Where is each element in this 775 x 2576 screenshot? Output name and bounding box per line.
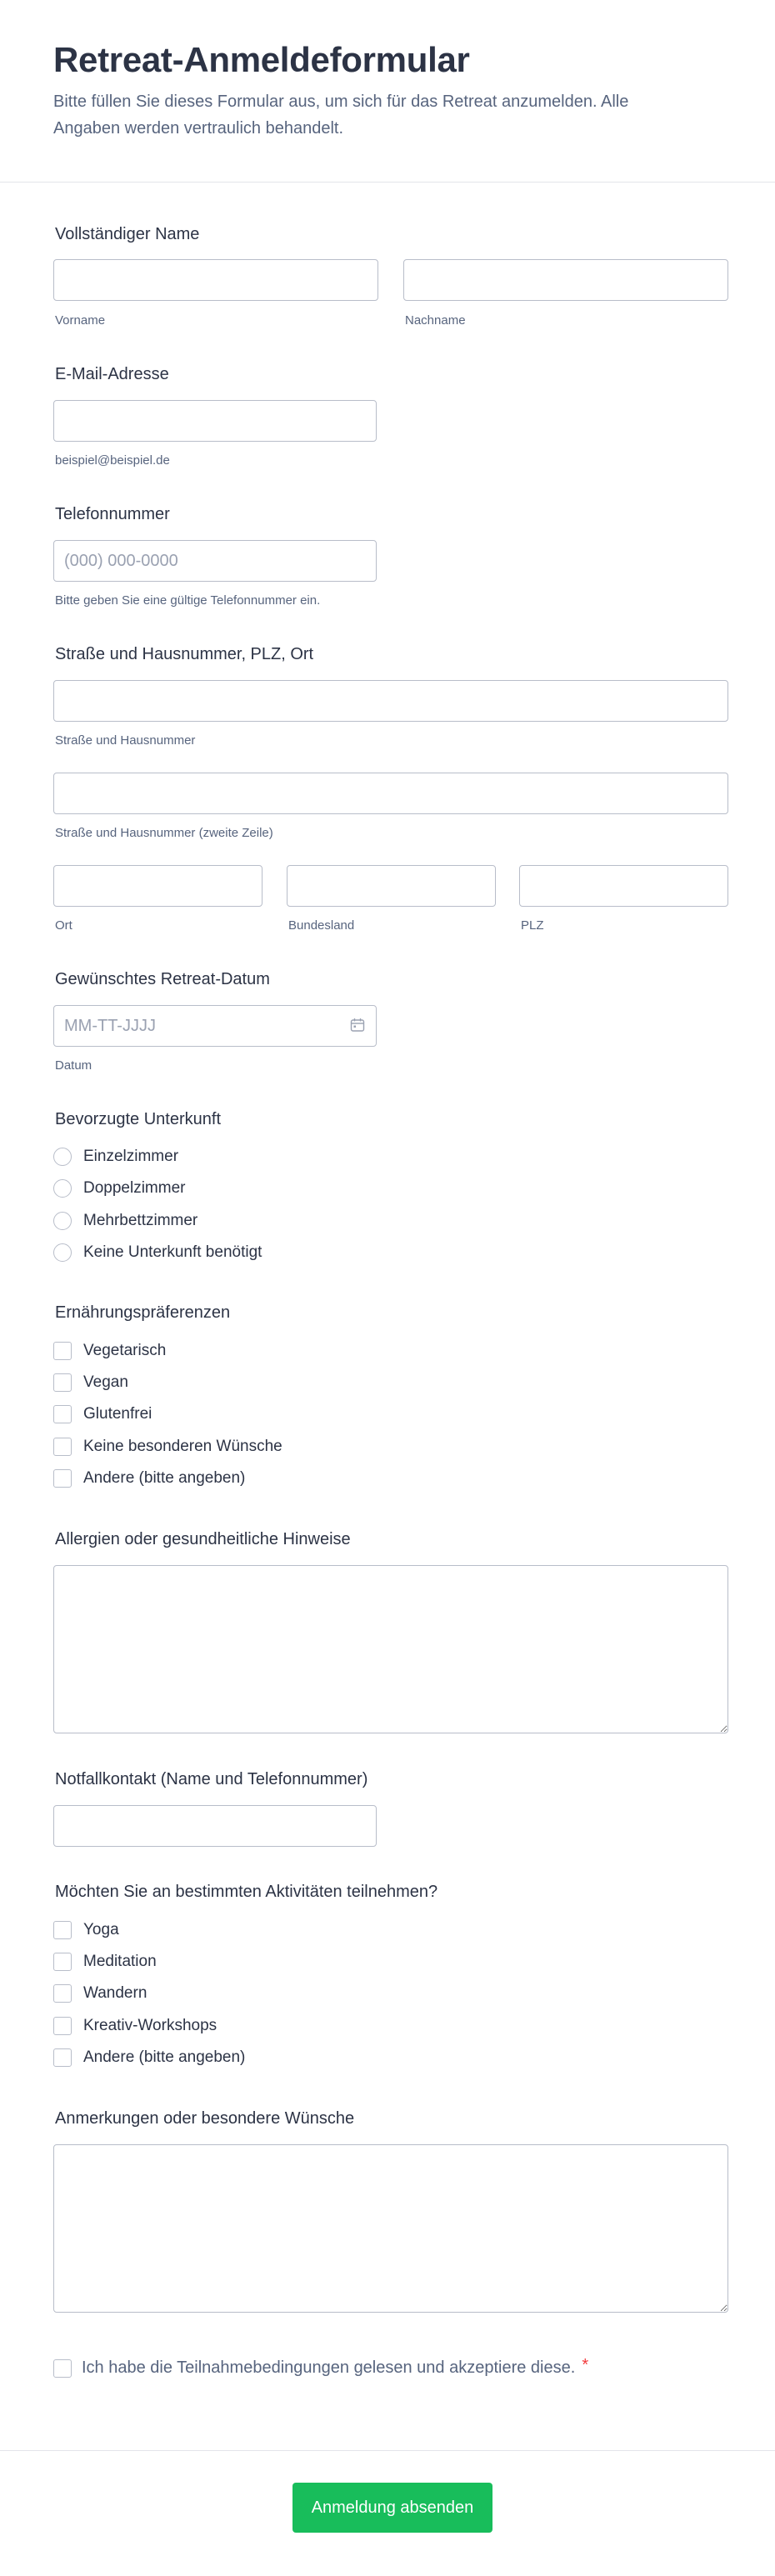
accommodation-option[interactable] (53, 1241, 262, 1264)
terms-label: Ich habe die Teilnahmebedingungen gelesen und akzeptiere diese. (82, 2358, 576, 2377)
allergies-textarea[interactable] (53, 1565, 728, 1733)
checkbox[interactable] (53, 1469, 72, 1488)
last-name-input[interactable] (403, 259, 728, 301)
state-sublabel: Bundesland (288, 918, 355, 933)
date-field (53, 1005, 377, 1047)
diet-option-label: Andere (bitte angeben) (83, 1469, 246, 1487)
first-name-sublabel: Vorname (55, 313, 106, 328)
activities-label: Möchten Sie an bestimmten Aktivitäten teilnehmen? (55, 1883, 438, 1901)
phone-sublabel: Bitte geben Sie eine gültige Telefonnummer ein. (55, 593, 321, 608)
form-title: Retreat-Anmeldeformular (53, 40, 470, 79)
diet-option-label: Keine besonderen Wünsche (83, 1438, 282, 1455)
phone-input[interactable] (53, 540, 377, 582)
diet-option-label: Vegetarisch (83, 1342, 167, 1359)
diet-option[interactable] (53, 1467, 245, 1490)
diet-option-label: Glutenfrei (83, 1405, 152, 1423)
checkbox[interactable] (53, 1438, 72, 1456)
activities-option-label: Andere (bitte angeben) (83, 2048, 246, 2066)
form-header (0, 0, 775, 183)
date-label: Gewünschtes Retreat-Datum (55, 970, 270, 988)
activities-option[interactable] (53, 1918, 119, 1942)
city-input[interactable] (53, 865, 262, 907)
diet-option[interactable] (53, 1339, 166, 1363)
emergency-label: Notfallkontakt (Name und Telefonnummer) (55, 1770, 368, 1788)
date-sublabel: Datum (55, 1058, 92, 1073)
form-description: Bitte füllen Sie dieses Formular aus, um sich für das Retreat anzumelden. Alle Angaben werden vertraulich behandelt. (53, 93, 629, 138)
checkbox[interactable] (53, 1373, 72, 1392)
diet-option[interactable] (53, 1435, 282, 1458)
street-sublabel: Straße und Hausnummer (55, 733, 196, 748)
required-marker: * (582, 2356, 589, 2374)
submit-button[interactable]: Anmeldung absenden (292, 2483, 492, 2533)
notes-label: Anmerkungen oder besondere Wünsche (55, 2109, 355, 2128)
radio-button[interactable] (53, 1148, 72, 1166)
radio-button[interactable] (53, 1243, 72, 1262)
zip-sublabel: PLZ (521, 918, 544, 933)
accommodation-option-label: Keine Unterkunft benötigt (83, 1243, 262, 1261)
radio-button[interactable] (53, 1179, 72, 1198)
first-name-input[interactable] (53, 259, 378, 301)
checkbox[interactable] (53, 1405, 72, 1423)
checkbox[interactable] (53, 1953, 72, 1971)
notes-textarea[interactable] (53, 2144, 728, 2313)
accommodation-option-label: Einzelzimmer (83, 1148, 179, 1165)
diet-option-label: Vegan (83, 1373, 128, 1391)
full-name-label: Vollständiger Name (55, 225, 200, 243)
activities-option-label: Yoga (83, 1921, 119, 1938)
street2-sublabel: Straße und Hausnummer (zweite Zeile) (55, 826, 273, 840)
last-name-sublabel: Nachname (405, 313, 466, 328)
diet-label: Ernährungspräferenzen (55, 1303, 231, 1322)
phone-label: Telefonnummer (55, 505, 170, 523)
checkbox[interactable] (53, 1342, 72, 1360)
checkbox[interactable] (53, 1984, 72, 2003)
email-input[interactable] (53, 400, 377, 442)
calendar-icon[interactable] (350, 1018, 365, 1033)
emergency-input[interactable] (53, 1805, 377, 1847)
accommodation-option[interactable] (53, 1177, 185, 1200)
email-label: E-Mail-Adresse (55, 365, 169, 383)
activities-option[interactable] (53, 1950, 157, 1973)
state-input[interactable] (287, 865, 496, 907)
accommodation-option-label: Doppelzimmer (83, 1179, 186, 1197)
accommodation-option[interactable] (53, 1209, 198, 1233)
email-sublabel: beispiel@beispiel.de (55, 453, 170, 468)
activities-option-label: Meditation (83, 1953, 157, 1970)
diet-option[interactable] (53, 1371, 128, 1394)
activities-option[interactable] (53, 2046, 245, 2069)
terms-checkbox[interactable] (53, 2359, 72, 2378)
checkbox[interactable] (53, 2048, 72, 2067)
allergies-label: Allergien oder gesundheitliche Hinweise (55, 1530, 351, 1548)
accommodation-label: Bevorzugte Unterkunft (55, 1110, 221, 1128)
address-label: Straße und Hausnummer, PLZ, Ort (55, 645, 314, 663)
activities-option[interactable] (53, 1982, 147, 2005)
footer-divider (0, 2450, 775, 2451)
city-sublabel: Ort (55, 918, 72, 933)
checkbox[interactable] (53, 1921, 72, 1939)
zip-input[interactable] (519, 865, 728, 907)
radio-button[interactable] (53, 1212, 72, 1230)
accommodation-option-label: Mehrbettzimmer (83, 1212, 198, 1229)
street2-input[interactable] (53, 773, 728, 814)
date-input[interactable] (53, 1005, 377, 1047)
activities-option-label: Wandern (83, 1984, 148, 2002)
accommodation-option[interactable] (53, 1145, 178, 1168)
checkbox[interactable] (53, 2017, 72, 2035)
terms-option[interactable] (53, 2358, 588, 2378)
activities-option-label: Kreativ-Workshops (83, 2017, 218, 2034)
street-input[interactable] (53, 680, 728, 722)
activities-option[interactable] (53, 2014, 217, 2038)
diet-option[interactable] (53, 1403, 152, 1426)
